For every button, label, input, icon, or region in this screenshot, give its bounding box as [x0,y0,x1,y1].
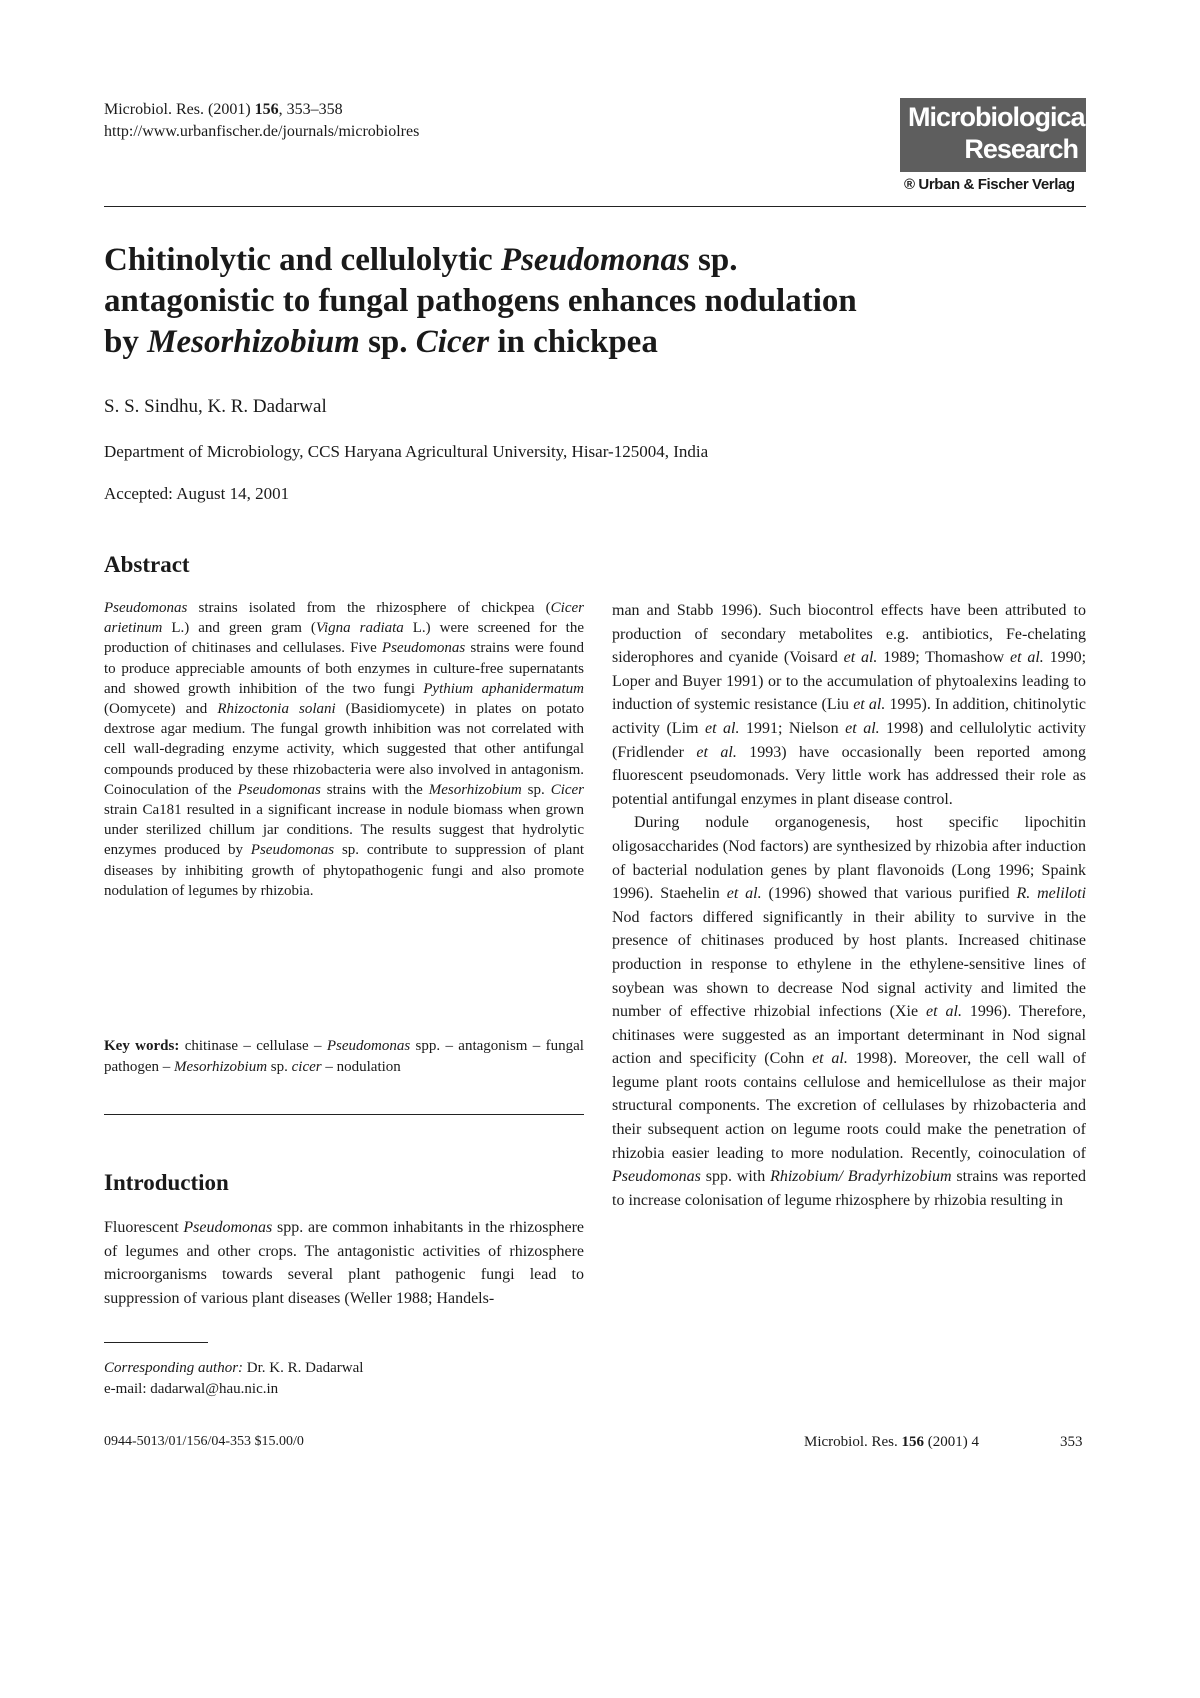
body-text-span: spp. with [700,1168,771,1186]
intro-text-span: Fluorescent [104,1219,184,1236]
citation-prefix: Microbiol. Res. (2001) [104,101,255,118]
abstract-text-span: strains were found to produce appreciable amounts of both enzymes in culture-free supernatants and showed growth inhibition of the two fungi [104,640,584,697]
body-text-span: 1989; Thomashow [877,649,1011,667]
keywords-label: Key words: [104,1038,180,1054]
abstract-text-span: L.) were screened for the production of chitinases and cellulases. Five [104,620,584,657]
abstract-text-span: (Basidiomycete) in plates on potato dextrose agar medium. The fungal growth inhibition was not correlated with cell wall-degrading enzyme activity, which suggested that other antifungal compounds produced by these rhizobacteria were also involved in antagonism. Coinoculation of the [104,701,584,798]
abstract-text-span: Cicer [550,781,585,798]
corresponding-name: Dr. K. R. Dadarwal [243,1360,364,1376]
journal-url[interactable]: http://www.urbanfischer.de/journals/microbiolres [104,123,420,140]
body-text-span: 1993) have occasionally been reported among fluorescent pseudomonads. Very little work has addressed their role as potential antifungal enzymes in plant disease control. [612,743,1087,808]
footer-journal [804,1434,979,1451]
body-text-span: 1998) and cellulolytic activity (Fridlender [612,719,1086,761]
publisher-name: ® Urban & Fischer Verlag [904,176,1075,193]
abstract-text-span: Pseudomonas [237,781,321,798]
body-text-span: et al. [845,719,880,737]
corresponding-author [104,1358,363,1400]
footnote-divider [104,1342,208,1343]
right-column-text [612,599,1086,1212]
abstract-text-span: strains with the [320,781,429,798]
footer-journal-volume: 156 [901,1434,924,1450]
body-text-span: Rhizobium/ Bradyrhizobium [770,1168,952,1186]
abstract-text [104,598,584,901]
body-text-span: et al. [853,696,886,714]
authors: S. S. Sindhu, K. R. Dadarwal [104,396,327,417]
accepted-date: Accepted: August 14, 2001 [104,484,290,503]
logo-line-2: Research [964,134,1078,164]
keywords [104,1036,584,1078]
title-text: Chitinolytic and cellulolytic [104,242,501,278]
body-text-span: 1990; Loper and Buyer 1991) or to the accumulation of phytoalexins leading to induction of systemic resistance (Liu [612,649,1087,714]
body-text-span: 1991; Nielson [739,719,846,737]
header-divider [104,206,1086,207]
abstract-text-span: Cicer arietinum [104,600,584,637]
body-text-span: 1995). In addition, chitinolytic activity (Lim [612,696,1086,737]
corresponding-label: Corresponding author: [104,1360,244,1376]
body-text-span: et al. [1010,649,1044,667]
keyword-text: Pseudomonas [326,1038,411,1054]
body-text-span: Nod factors differed significantly in their ability to survive in the presence of chitinases produced by host plants. Increased chitinase production in response to ethylene in the ethylene-sensitive lines of soybean was shown to decrease Nod signal activity and limited the number of effective rhizobial infections (Xie [612,908,1086,1021]
affiliation: Department of Microbiology, CCS Haryana Agricultural University, Hisar-125004, India [104,442,709,461]
body-text-span: et al. [696,743,737,761]
body-text-span: man and Stabb 1996). Such biocontrol effects have been attributed to production of secondary metabolites e.g. antibiotics, Fe-chelating siderophores and cyanide (Voisard [612,602,1086,667]
keyword-text: – nodulation [321,1059,401,1075]
introduction-heading: Introduction [104,1170,229,1195]
abstract-divider [104,1114,584,1115]
body-text-span: et al. [843,649,878,667]
title-text: sp. [689,242,738,278]
issn-price: 0944-5013/01/156/04-353 $15.00/0 [104,1434,304,1449]
introduction-text [104,1216,584,1310]
footer-journal-prefix: Microbiol. Res. [804,1434,902,1450]
abstract-text-span: sp. contribute to suppression of plant diseases by inhibiting growth of phytopathogenic fungi and also promote nodulation of legumes by rhizobia. [104,842,585,899]
logo-line-1: Microbiological [908,102,1092,132]
keyword-text: sp. [267,1059,292,1075]
paragraph [612,599,1086,811]
abstract-heading: Abstract [104,552,190,577]
abstract-text-span: Rhizoctonia solani [217,701,336,718]
keyword-text: spp. – antagonism – fungal pathogen – [104,1038,584,1075]
title-text: Mesorhizobium [147,324,360,360]
keyword-text: Mesorhizobium [173,1059,268,1075]
abstract-text-span: Pseudomonas [250,842,335,859]
title-text: antagonistic to fungal pathogens enhances nodulation [104,283,857,319]
article-title [104,240,1004,363]
abstract-text-span: Pseudomonas [381,640,466,657]
abstract-text-span: Mesorhizobium [428,781,522,798]
body-text-span: Pseudomonas [612,1168,701,1186]
abstract-text-span: Pythium aphanidermatum [423,680,584,697]
intro-text-span: spp. are common inhabitants in the rhizosphere of legumes and other crops. The antagonistic activities of rhizosphere microorganisms towards several plant pathogenic fungi lead to suppression of various plant diseases (Weller 1988; Handels- [104,1219,584,1307]
abstract-text-span: (Oomycete) and [104,701,218,718]
body-text-span: strains was reported to increase colonisation of legume rhizosphere by rhizobia resulting in [612,1168,1087,1209]
corresponding-email[interactable]: e-mail: dadarwal@hau.nic.in [104,1381,279,1397]
body-text-span: et al. [704,719,740,737]
intro-text-span: Pseudomonas [183,1219,273,1236]
body-text-span: 1998). Moreover, the cell wall of legume plant roots contains cellulose and hemicellulose as their major structural components. The excretion of cellulases by rhizobacteria and their subsequent action on legume roots could make the penetration of rhizobia easier leading to more nodulation. Recently, coinoculation of [612,1050,1086,1162]
body-text-span: R. meliloti [1016,885,1087,903]
abstract-text-span: Pseudomonas [104,600,188,616]
abstract-text-span: Vigna radiata [315,620,404,637]
abstract-text-span: strain Ca181 resulted in a significant increase in nodule biomass when grown under sterilized chillum jar conditions. The results suggest that hydrolytic enzymes produced by [104,802,584,859]
body-text-span: et al. [726,885,762,903]
keyword-text: chitinase – cellulase – [179,1038,327,1054]
abstract-text-span: strains isolated from the rhizosphere of chickpea ( [187,600,551,616]
paragraph [612,811,1086,1212]
title-text: sp. [359,324,416,360]
body-text-span: et al. [926,1003,962,1021]
body-text-span: During nodule organogenesis, host specific lipochitin oligosaccharides (Nod factors) are synthesized by rhizobia after induction of bacterial nodulation genes by plant flavonoids (Long 1996; Spaink 1996). Staehelin [612,814,1086,903]
title-text: Pseudomonas [500,242,690,278]
journal-logo [900,98,1092,172]
title-text: Cicer [415,324,490,360]
title-text: in chickpea [489,324,658,360]
body-text-span: et al. [812,1050,848,1068]
abstract-text-span: sp. [521,781,551,798]
footer-journal-suffix: (2001) 4 [924,1434,979,1450]
title-text: by [104,324,148,360]
abstract-text-span: L.) and green gram ( [162,620,316,637]
citation-pages: , 353–358 [278,101,343,118]
body-text-span: (1996) showed that various purified [761,885,1017,903]
page-number: 353 [1060,1434,1083,1450]
citation-volume: 156 [254,101,279,118]
body-text-span: 1996). Therefore, chitinases were suggested as an important determinant in Nod signal action and specificity (Cohn [612,1003,1086,1068]
keyword-text: cicer [291,1059,322,1075]
citation-line [104,99,343,121]
